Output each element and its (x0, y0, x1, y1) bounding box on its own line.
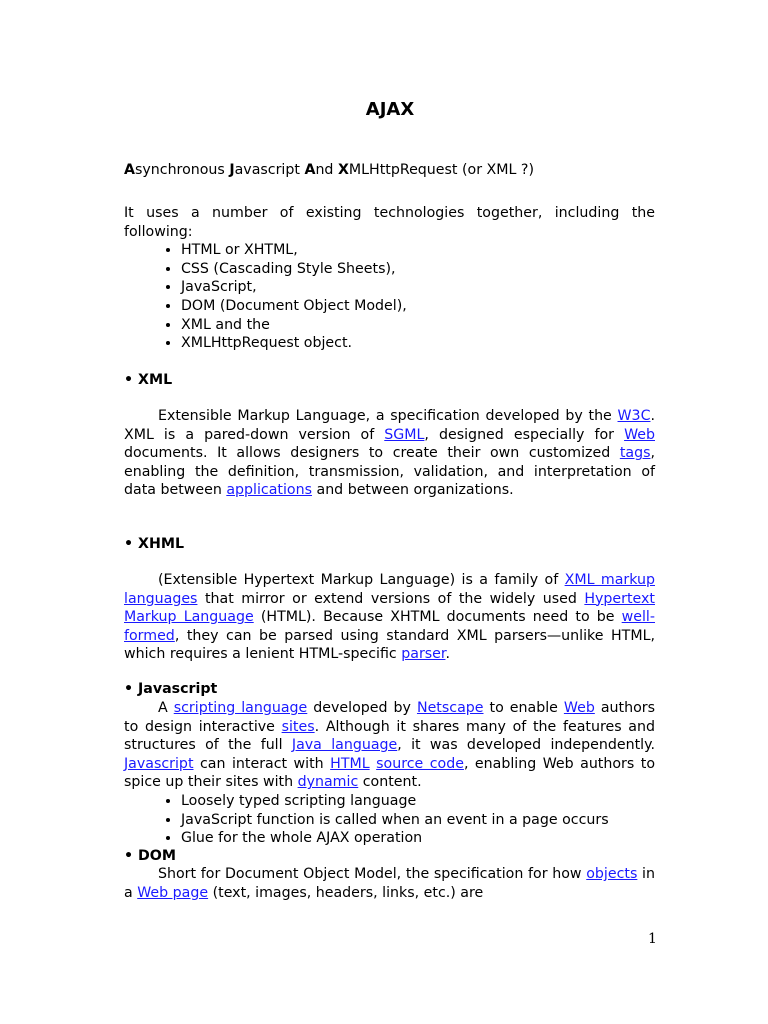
link-hypertext-markup-language[interactable]: Hypertext Markup Language (124, 590, 655, 626)
text-run: content. (358, 774, 422, 791)
text-run: . XML is a pared-down version of (124, 408, 655, 443)
link-html[interactable]: HTML (330, 755, 370, 772)
link-web[interactable]: Web (563, 700, 595, 716)
link-w3c[interactable]: W3C (617, 408, 651, 424)
text-run: , enabling the definition, transmission, validation, and interpretation of data between (124, 445, 655, 499)
acronym-rest: MLHttpRequest (or XML ?) (348, 162, 534, 178)
text-run: , designed especially for (424, 426, 625, 443)
list-item: • XML and the (181, 316, 655, 335)
list-item: • Loosely typed scripting language (181, 792, 655, 811)
section-heading-xhml: • XHML (124, 536, 184, 552)
text-run: Short for Document Object Model, the specification for how (158, 866, 587, 882)
list-item: • XMLHttpRequest object. (181, 334, 655, 353)
xhml-paragraph (124, 571, 655, 664)
page-number: 1 (648, 931, 657, 947)
link-parser[interactable]: parser (401, 646, 446, 663)
text-run: developed by (307, 700, 417, 716)
text-run: authors to design interactive (124, 700, 655, 735)
page-title: AJAX (365, 99, 415, 120)
link-sgml[interactable]: SGML (384, 426, 425, 443)
list-item: • JavaScript, (181, 278, 655, 297)
link-objects[interactable]: objects (586, 866, 638, 882)
acronym-letter-j: J (229, 162, 235, 178)
acronym-rest: nd (315, 162, 338, 178)
text-run: . (445, 646, 450, 663)
text-run: A (158, 700, 174, 716)
link-dynamic[interactable]: dynamic (297, 774, 359, 791)
link-tags[interactable]: tags (619, 445, 651, 462)
link-web[interactable]: Web (624, 426, 655, 443)
section-heading-dom: • DOM (124, 848, 176, 864)
javascript-section (124, 699, 655, 848)
text-run: (text, images, headers, links, etc.) are (208, 884, 484, 901)
acronym-letter-x: X (337, 162, 349, 178)
link-javascript[interactable]: Javascript (124, 755, 194, 772)
text-run: to enable (483, 700, 564, 716)
text-run: in a (124, 866, 655, 901)
javascript-feature-list (124, 792, 655, 848)
link-xml-markup-languages[interactable]: XML markup languages (124, 572, 655, 607)
link-well-formed[interactable]: well-formed (124, 609, 655, 644)
text-run: that mirror or extend versions of the widely used (197, 590, 585, 607)
link-netscape[interactable]: Netscape (416, 700, 484, 716)
acronym-letter-a: A (304, 162, 316, 178)
xml-paragraph (124, 407, 655, 500)
link-sites[interactable]: sites (281, 718, 315, 735)
text-run: , enabling Web authors to spice up their sites with (124, 755, 655, 791)
javascript-paragraph (124, 699, 655, 792)
text-run: and between organizations. (311, 482, 514, 499)
link-web-page[interactable]: Web page (137, 884, 209, 901)
dom-paragraph (124, 865, 655, 902)
link-applications[interactable]: applications (226, 482, 312, 499)
list-item: • CSS (Cascading Style Sheets), (181, 260, 655, 279)
section-heading-xml: • XML (124, 372, 173, 388)
list-item: • HTML or XHTML, (181, 241, 655, 260)
text-run: , it was developed independently. (397, 737, 655, 754)
text-run: , they can be parsed using standard XML parsers—unlike HTML, which requires a lenient HTML-specific (124, 627, 655, 663)
text-run: can interact with (193, 755, 331, 772)
text-run: (Extensible Hypertext Markup Language) is a family of (158, 572, 565, 588)
acronym-line (124, 161, 655, 180)
text-run: Extensible Markup Language, a specification developed by the (158, 408, 618, 424)
link-scripting-language[interactable]: scripting language (173, 700, 308, 716)
text-run: documents. It allows designers to create their own customized (124, 445, 620, 462)
acronym-rest: avascript (234, 162, 305, 178)
intro-section (124, 204, 655, 353)
list-item: • JavaScript function is called when an event in a page occurs (181, 811, 655, 830)
list-item: • Glue for the whole AJAX operation (181, 829, 655, 848)
acronym-letter-a: A (124, 162, 135, 178)
list-item: • DOM (Document Object Model), (181, 297, 655, 316)
link-java-language[interactable]: Java language (291, 737, 398, 754)
text-run: . Although it shares many of the features and structures of the full (124, 718, 655, 754)
intro-paragraph: It uses a number of existing technologies together, including the following: (124, 205, 655, 240)
technology-list (124, 241, 655, 353)
section-heading-javascript: • Javascript (124, 681, 218, 697)
text-run: (HTML). Because XHTML documents need to be (253, 609, 622, 626)
link-source-code[interactable]: source code (376, 755, 464, 772)
acronym-rest: synchronous (134, 162, 230, 178)
